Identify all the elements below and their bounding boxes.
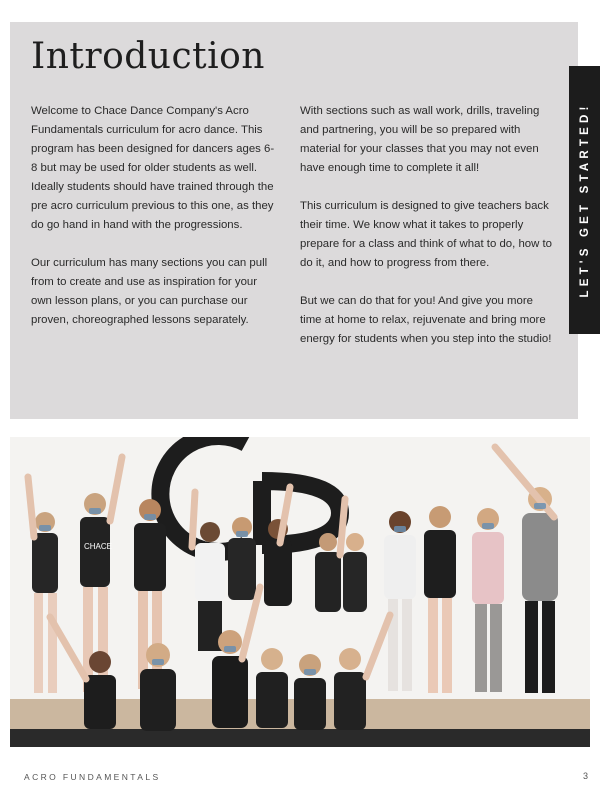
introduction-panel bbox=[10, 22, 578, 419]
intro-left-column bbox=[31, 102, 279, 349]
intro-right-column bbox=[300, 102, 556, 368]
intro-paragraph: With sections such as wall work, drills, traveling and partnering, you will be so prepared with material for your classes that you may not even have enough time to complete it all! bbox=[300, 105, 540, 174]
group-photo-illustration bbox=[10, 437, 590, 747]
intro-paragraph: But we can do that for you! And give you more time at home to relax, rejuvenate and bring more energy for students when you step into the studio! bbox=[300, 295, 552, 345]
page-number: 3 bbox=[582, 771, 588, 781]
intro-paragraph: Our curriculum has many sections you can pull from to create and use as inspiration for your own lesson plans, or you can purchase our proven, choreographed lessons separately. bbox=[31, 257, 268, 326]
side-tab-label: LET'S GET STARTED! bbox=[578, 102, 591, 298]
intro-paragraph: Welcome to Chace Dance Company's Acro Fundamentals curriculum for acro dance. This program has been designed for dancers ages 6-8 but may be used for older students as well. Ideally students should have trained through the pre acro curriculum previous to this one, as they do go hand in hand with the progressions. bbox=[31, 105, 275, 231]
footer-label: ACRO FUNDAMENTALS bbox=[24, 772, 161, 782]
page-title: Introduction bbox=[31, 36, 265, 77]
intro-paragraph: This curriculum is designed to give teachers back their time. We know what it takes to properly prepare for a class and think of what to do, how to do it, and how to progress from there. bbox=[300, 200, 553, 269]
shirt-text: CHACE bbox=[84, 542, 113, 551]
lets-get-started-tab bbox=[569, 66, 600, 334]
dance-class-photo bbox=[10, 437, 590, 747]
